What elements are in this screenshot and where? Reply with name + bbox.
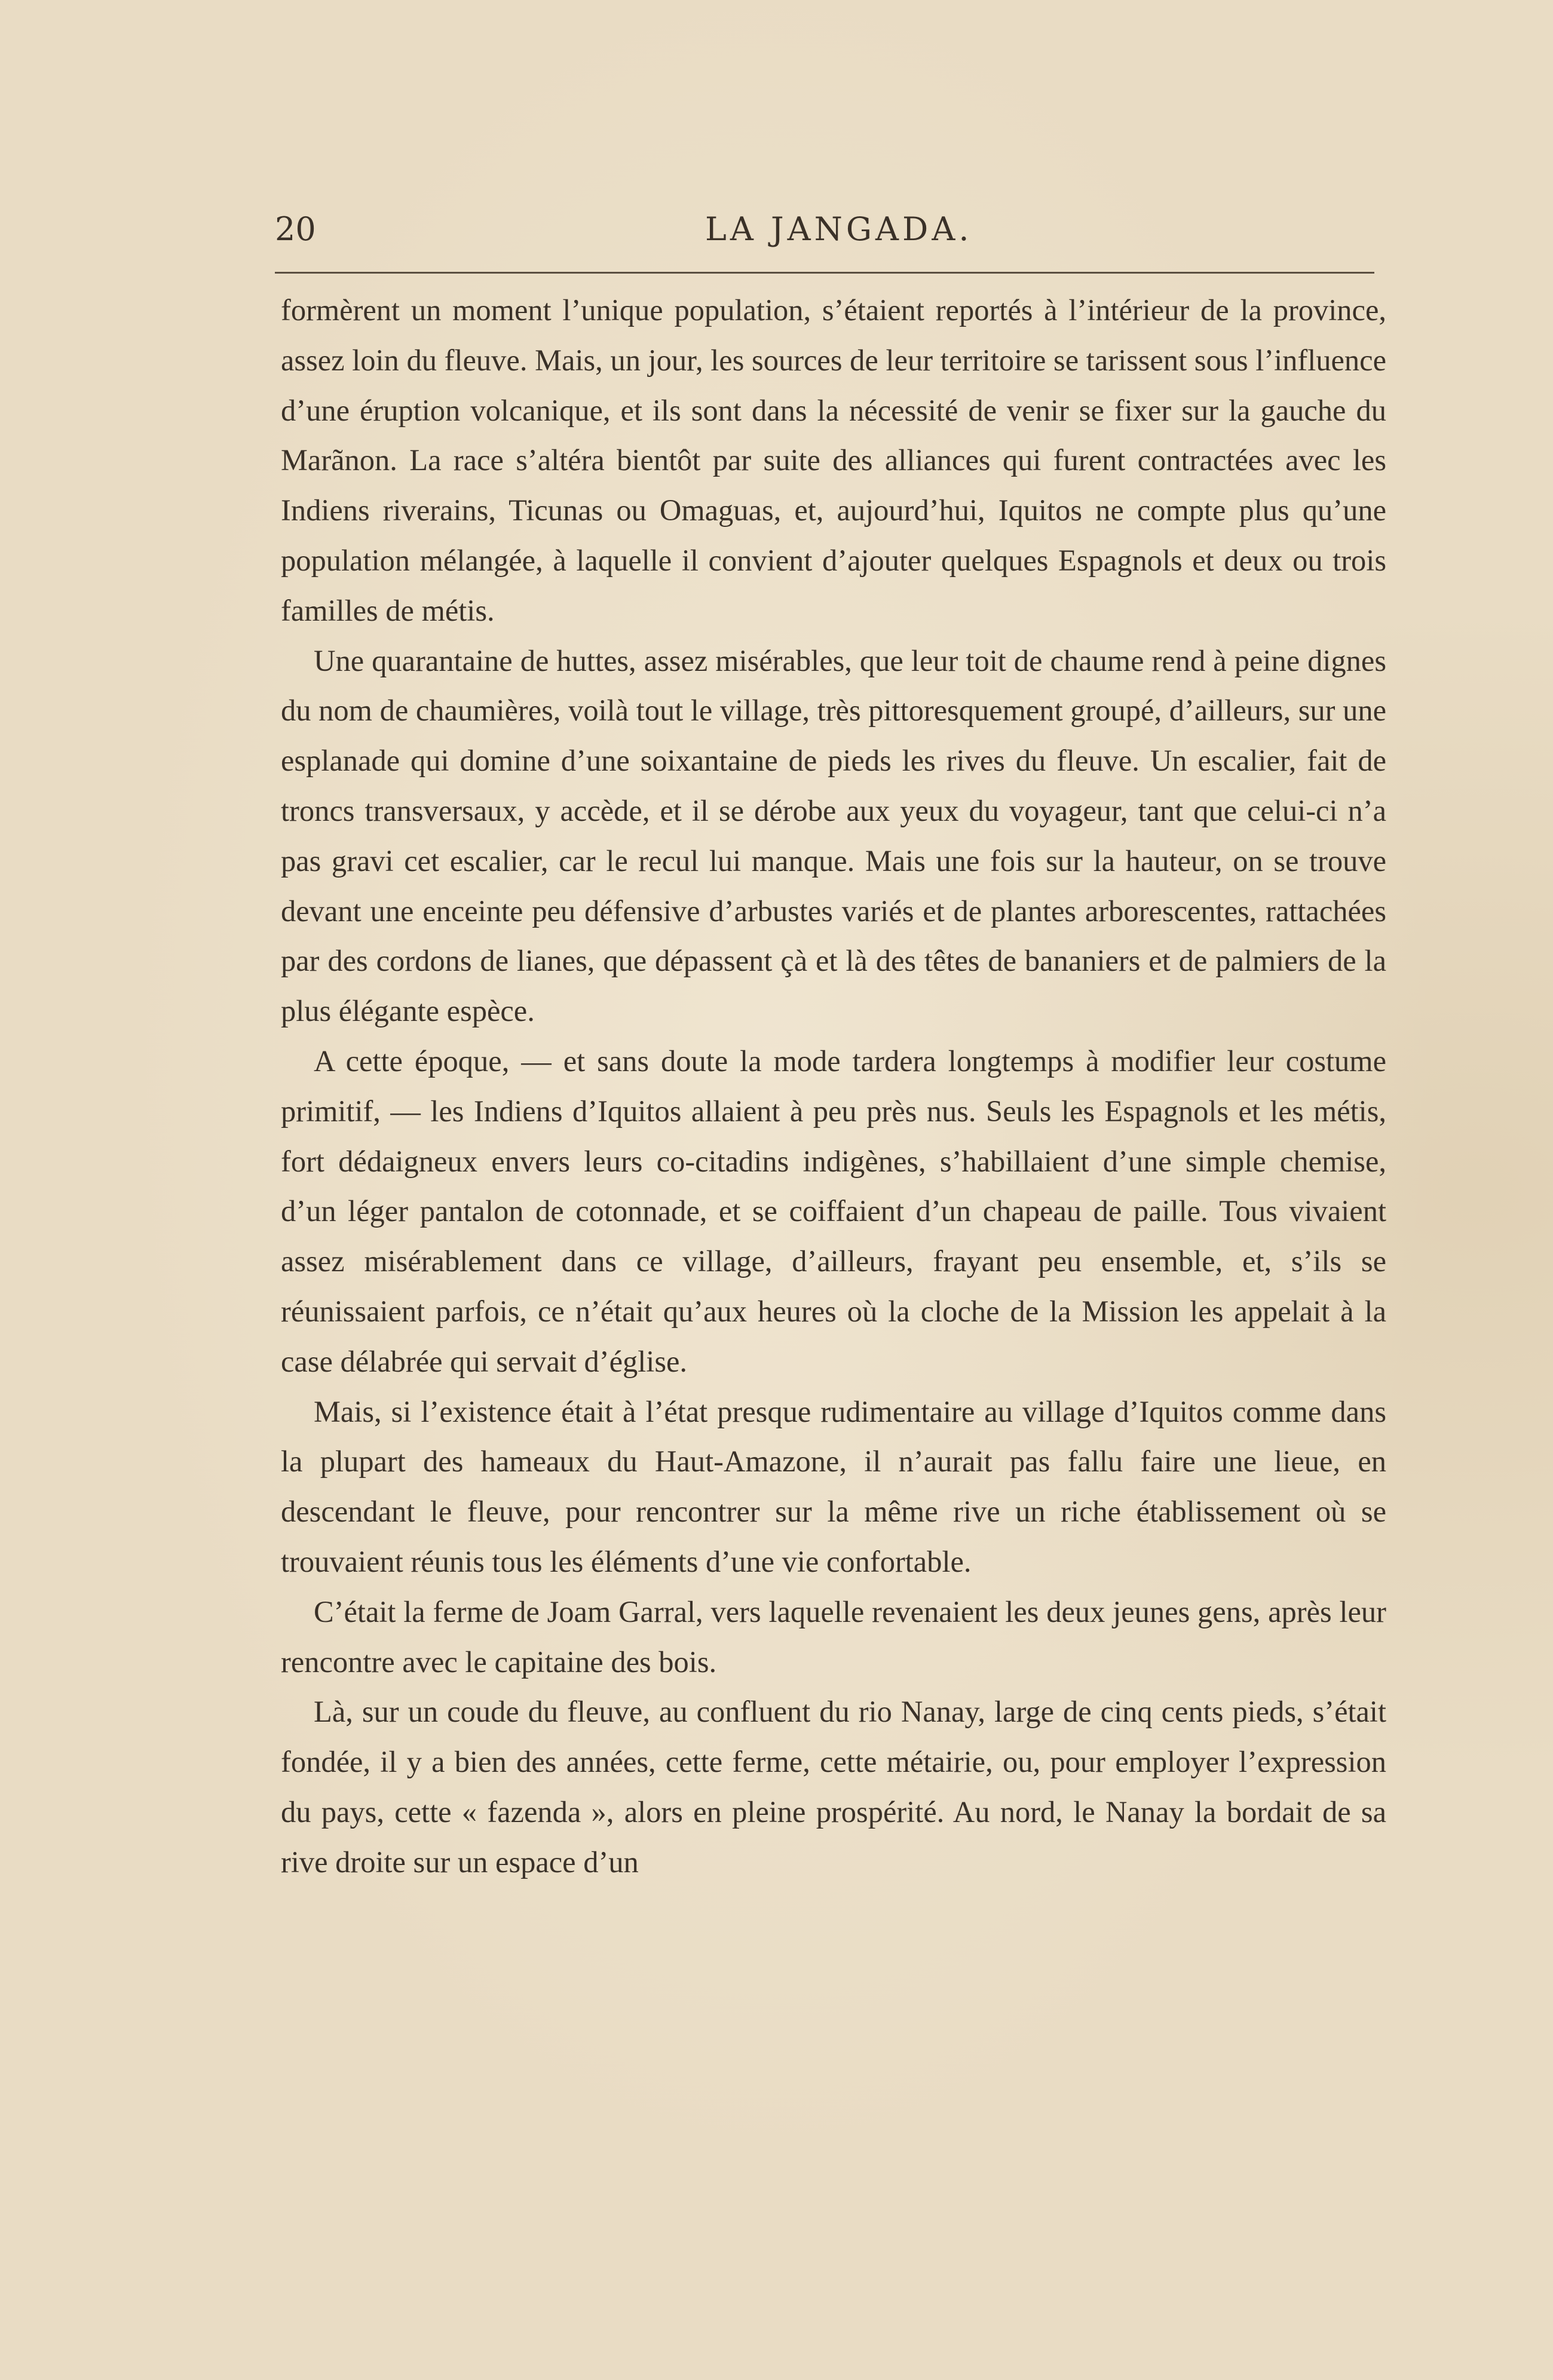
paragraph: Là, sur un coude du fleuve, au confluent du rio Nanay, large de cinq cents pieds, s’était fondée, il y a bien des années, cette ferme, cette métairie, ou, pour employer l’expression du pays, cette « fazenda », alors en pleine prospérité. Au nord, le Nanay la bordait de sa rive droite sur un espace d’un: [281, 1695, 1386, 1879]
paragraph: C’était la ferme de Joam Garral, vers laquelle revenaient les deux jeunes gens, après leur rencontre avec le capitaine des bois.: [281, 1594, 1386, 1679]
page-header: [275, 203, 1374, 257]
paragraph: A cette époque, — et sans doute la mode tardera longtemps à modifier leur costume primitif, — les Indiens d’Iquitos allaient à peu près nus. Seuls les Espagnols et les métis, fort dédaigneux envers leurs co-citadins indigènes, s’habillaient d’une simple chemise, d’un léger pantalon de cotonnade, et se coiffaient d’un chapeau de paille. Tous vivaient assez misérablement dans ce village, d’ailleurs, frayant peu ensemble, et, s’ils se réunissaient parfois, ce n’était qu’aux heures où la cloche de la Mission les appelait à la case délabrée qui servait d’église.: [281, 1044, 1386, 1378]
running-title: LA JANGADA.: [705, 210, 973, 248]
paragraph: Une quarantaine de huttes, assez misérables, que leur toit de chaume rend à peine dignes du nom de chaumières, voilà tout le village, très pittoresquement groupé, d’ailleurs, sur une esplanade qui domine d’une soixantaine de pieds les rives du fleuve. Un escalier, fait de troncs transversaux, y accède, et il se dérobe aux yeux du voyageur, tant que celui-ci n’a pas gravi cet escalier, car le recul lui manque. Mais une fois sur la hauteur, on se trouve devant une enceinte peu défensive d’arbustes variés et de plantes arborescentes, rattachées par des cordons de lianes, que dépassent çà et là des têtes de bananiers et de palmiers de la plus élégante espèce.: [281, 643, 1386, 1028]
header-rule: [275, 272, 1374, 274]
body-text: [281, 286, 1386, 1888]
paragraph: formèrent un moment l’unique population, s’étaient reportés à l’intérieur de la province, assez loin du fleuve. Mais, un jour, les sources de leur territoire se tarissent sous l’influence d’une éruption volcanique, et ils sont dans la nécessité de venir se fixer sur la gauche du Marãnon. La race s’altéra bientôt par suite des alliances qui furent contractées avec les Indiens riverains, Ticunas ou Omaguas, et, aujourd’hui, Iquitos ne compte plus qu’une population mélangée, à laquelle il convient d’ajouter quelques Espagnols et deux ou trois familles de métis.: [281, 293, 1386, 627]
page-number: 20: [275, 210, 316, 248]
paragraph: Mais, si l’existence était à l’état presque rudimentaire au village d’Iquitos comme dans la plupart des hameaux du Haut-Amazone, il n’aurait pas fallu faire une lieue, en descendant le fleuve, pour rencontrer sur la même rive un riche établissement où se trouvaient réunis tous les éléments d’une vie confortable.: [281, 1394, 1386, 1578]
